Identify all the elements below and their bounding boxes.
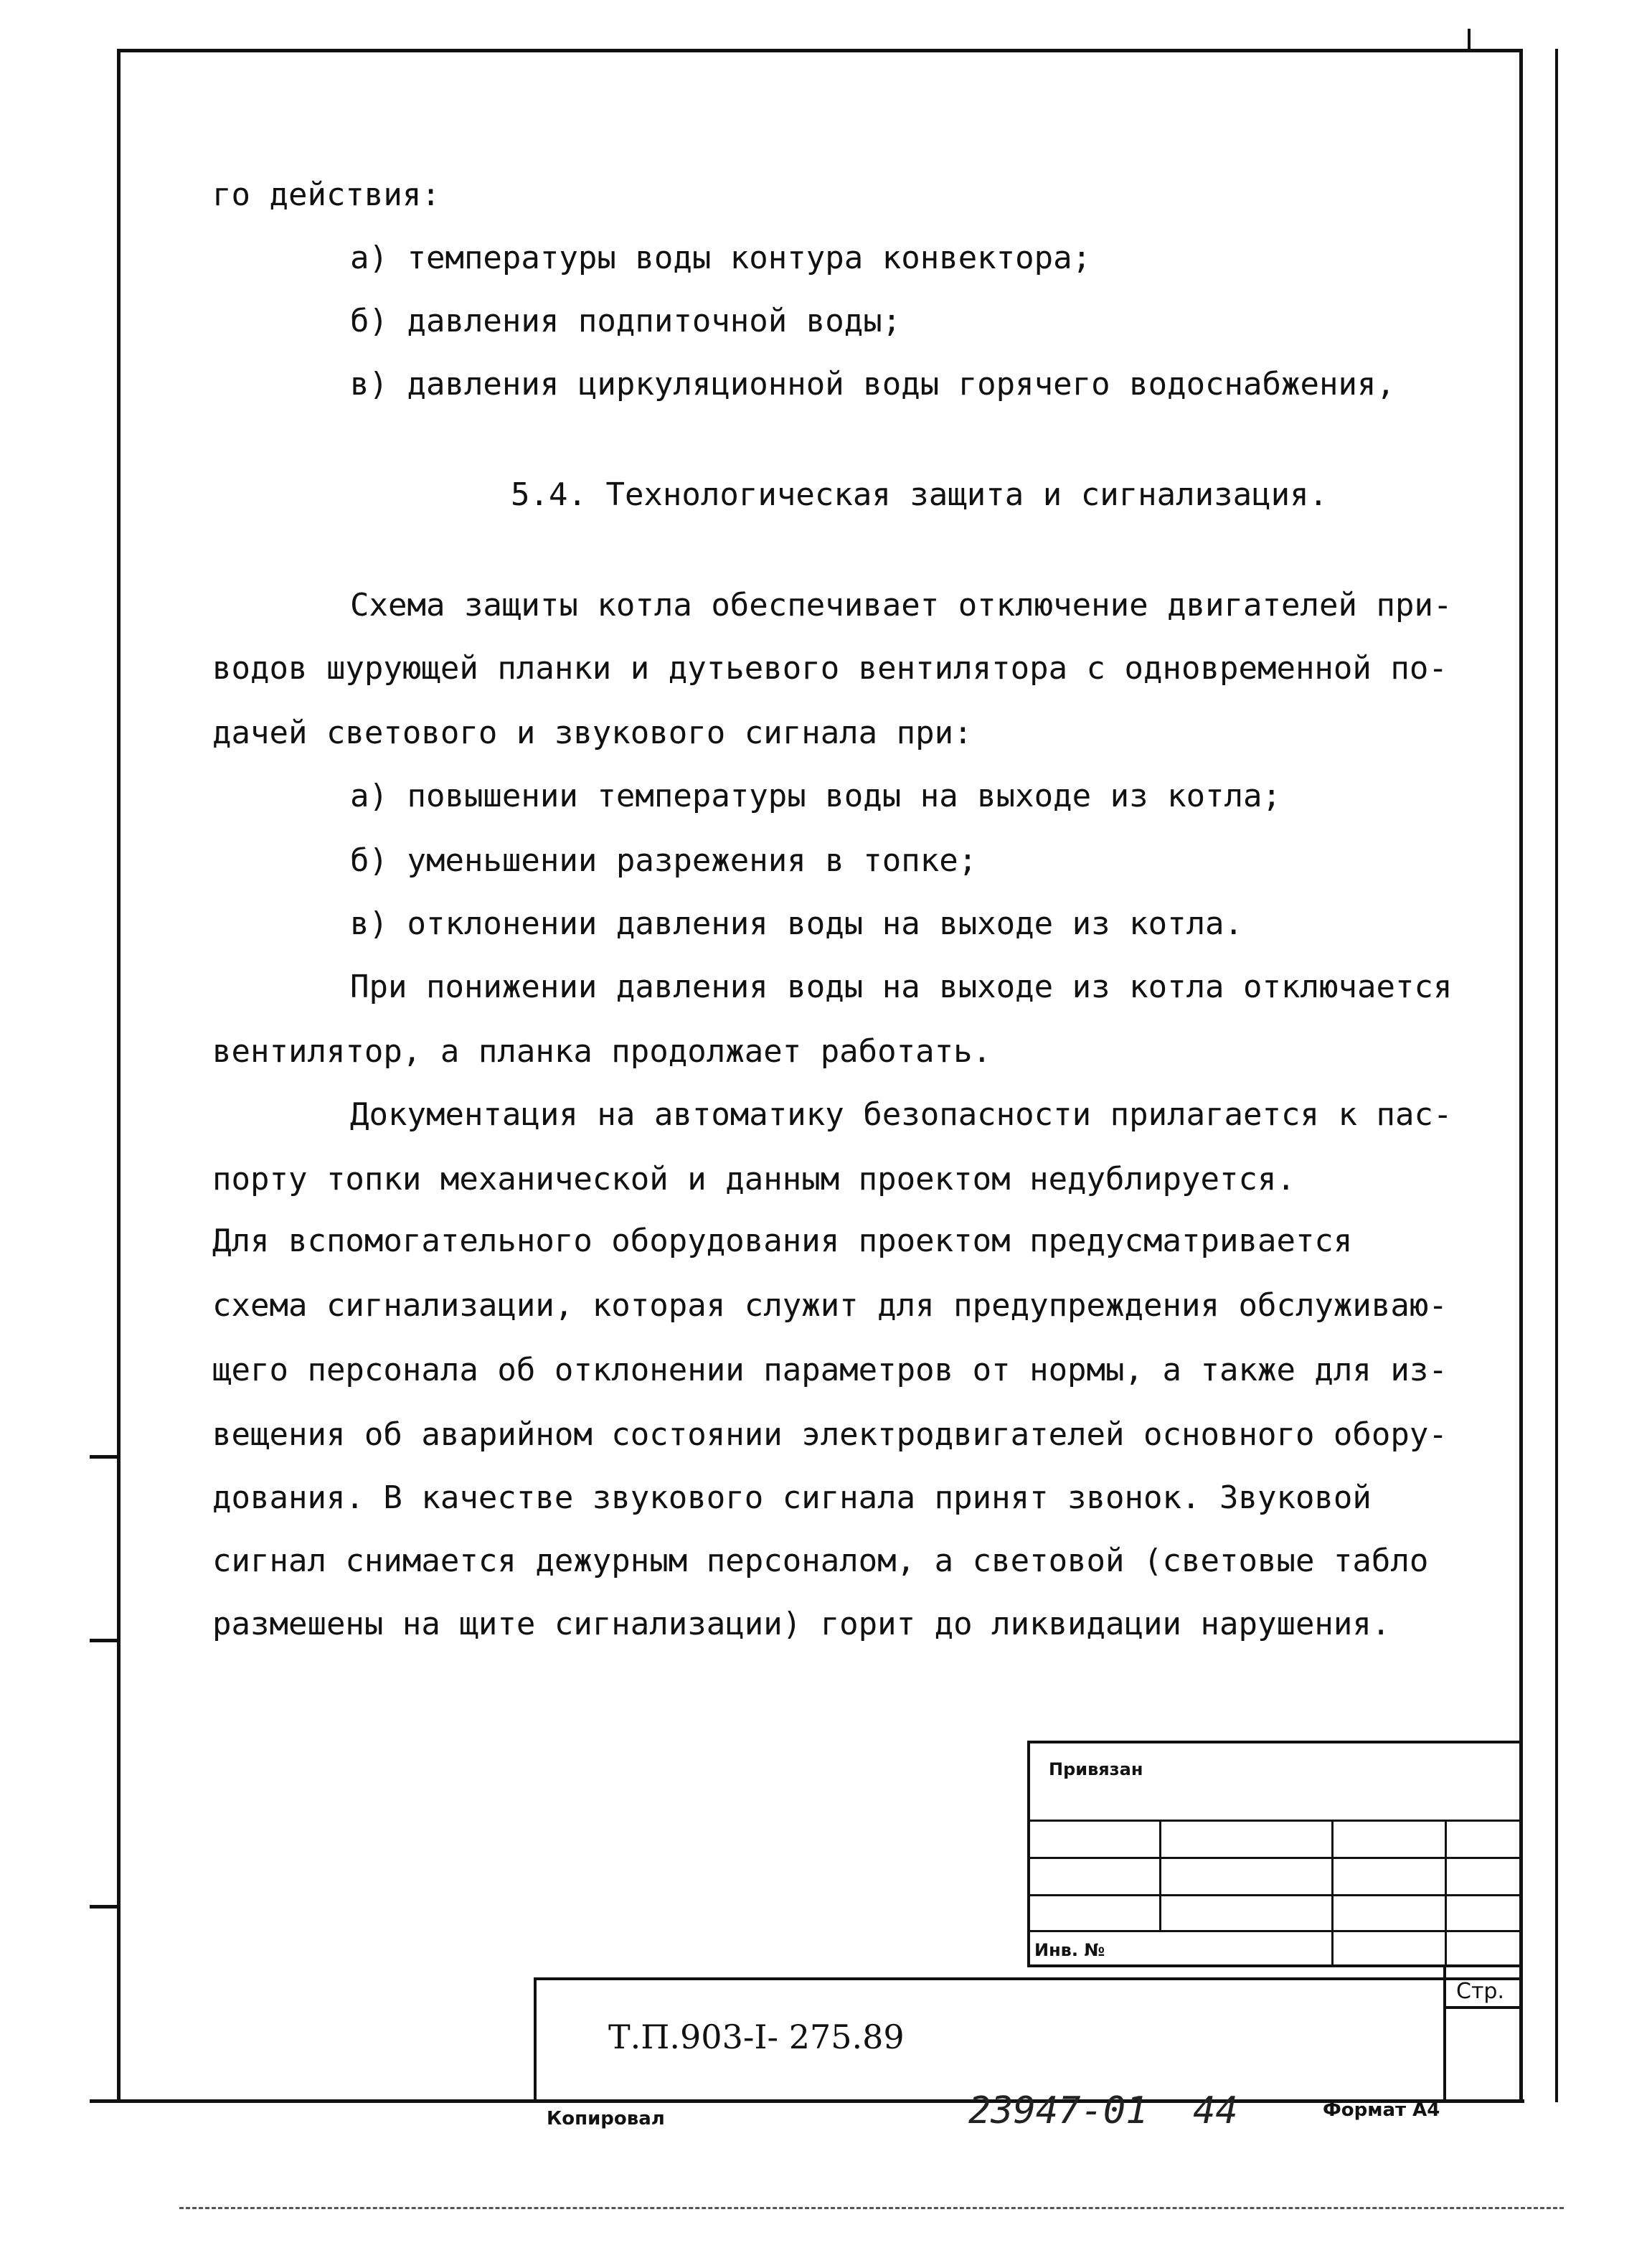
text-line-3: б) давления подпиточной воды; <box>350 303 902 339</box>
format-label: Формат А4 <box>1323 2099 1440 2121</box>
pt-hline-4 <box>1027 1930 1522 1932</box>
text-line-7: водов шурующей планки и дутьевого вентилятора с одновременной по- <box>212 650 1448 687</box>
left-tick-3 <box>90 1905 118 1909</box>
text-line-14: Документация на автоматику безопасности прилагается к пас- <box>350 1096 1453 1133</box>
left-tick-1 <box>90 1455 118 1459</box>
text-line-4: в) давления циркуляционной воды горячего водоснабжения, <box>350 366 1395 403</box>
pt-vline-2 <box>1331 1820 1334 1967</box>
left-tick-2 <box>90 1639 118 1642</box>
inv-no-label: Инв. № <box>1034 1940 1105 1960</box>
text-line-13: вентилятор, а планка продолжает работать. <box>212 1033 992 1070</box>
stamp-page-hline <box>1443 2006 1522 2009</box>
pt-hline-3 <box>1027 1894 1522 1896</box>
pt-hline-2 <box>1027 1857 1522 1859</box>
text-line-20: дования. В качестве звукового сигнала принят звонок. Звуковой <box>212 1479 1372 1516</box>
text-line-9: а) повышении температуры воды на выходе из котла; <box>350 778 1282 814</box>
frame-right-outer <box>1555 49 1558 2102</box>
text-line-2: а) температуры воды контура конвектора; <box>350 240 1092 276</box>
text-line-11: в) отклонении давления воды на выходе из котла. <box>350 905 1244 942</box>
pt-vline-3 <box>1445 1820 1447 1967</box>
frame-top-tick <box>1468 29 1471 50</box>
crop-line <box>179 2207 1564 2209</box>
text-line-6: Схема защиты котла обеспечивает отключение двигателей при- <box>350 587 1453 623</box>
text-line-1: го действия: <box>212 177 440 213</box>
text-line-18: щего персонала об отклонении параметров от нормы, а также для из- <box>212 1352 1448 1388</box>
text-line-21: сигнал снимается дежурным персоналом, а световой (световые табло <box>212 1543 1429 1579</box>
section-heading: 5.4. Технологическая защита и сигнализация. <box>511 476 1328 513</box>
handwritten-number: 23947-01 44 <box>968 2089 1238 2132</box>
text-line-10: б) уменьшении разрежения в топке; <box>350 842 978 879</box>
copied-by-label: Копировал <box>547 2108 665 2129</box>
pt-hline-1 <box>1027 1820 1522 1822</box>
privyazan-label: Привязан <box>1049 1759 1143 1779</box>
text-line-22: размешены на щите сигнализации) горит до ликвидации нарушения. <box>212 1606 1391 1642</box>
text-line-15: порту топки механической и данным проектом недублируется. <box>212 1161 1295 1197</box>
document-code: Т.П.903-I- 275.89 <box>608 2018 905 2056</box>
text-line-12: При понижении давления воды на выходе из котла отключается <box>350 969 1453 1005</box>
text-line-17: схема сигнализации, которая служит для предупреждения обслуживаю- <box>212 1287 1448 1324</box>
text-line-16: Для вспомогательного оборудования проектом предусматривается <box>212 1223 1353 1259</box>
text-line-19: вещения об аварийном состоянии электродвигателей основного обору- <box>212 1416 1448 1453</box>
pt-vline-1 <box>1159 1820 1161 1930</box>
stamp-page-divider <box>1443 1967 1446 2102</box>
text-line-8: дачей светового и звукового сигнала при: <box>212 715 973 751</box>
page-label: Стр. <box>1456 1979 1505 2004</box>
